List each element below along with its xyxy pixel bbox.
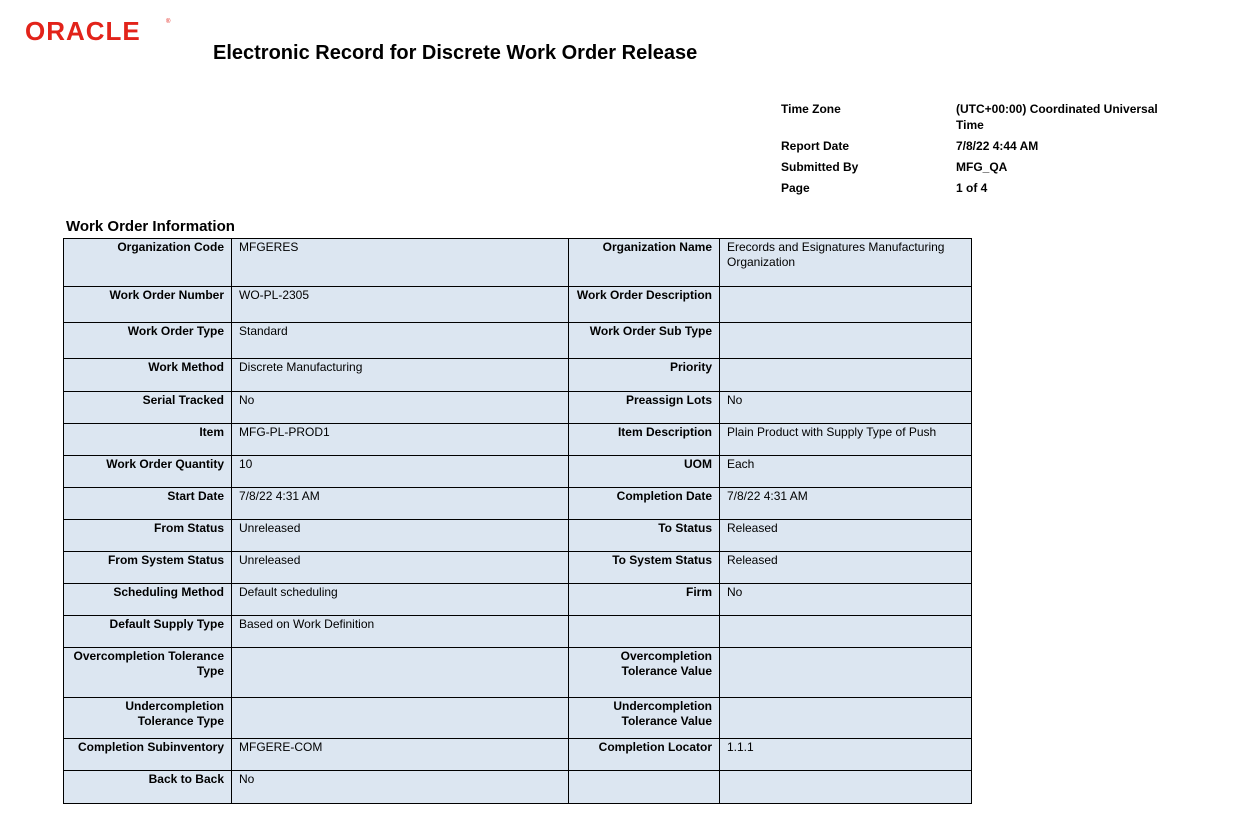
- table-row: [64, 739, 972, 771]
- field-label: Item Description: [569, 424, 720, 456]
- field-label: Overcompletion Tolerance Type: [64, 648, 232, 698]
- table-row: [64, 771, 972, 804]
- field-value: MFG-PL-PROD1: [232, 424, 569, 456]
- table-row: [64, 648, 972, 698]
- table-row: [64, 456, 972, 488]
- field-label: Work Method: [64, 359, 232, 392]
- meta-row-time-zone: [781, 101, 1171, 133]
- field-value: Erecords and Esignatures Manufacturing Organization: [720, 239, 972, 287]
- table-row: [64, 323, 972, 359]
- field-label: Completion Date: [569, 488, 720, 520]
- field-label: Default Supply Type: [64, 616, 232, 648]
- field-value: No: [720, 584, 972, 616]
- meta-row-page: [781, 180, 1171, 196]
- field-value: [720, 616, 972, 648]
- table-row: [64, 239, 972, 287]
- field-value: [720, 698, 972, 739]
- field-value: [720, 771, 972, 804]
- field-label: Organization Code: [64, 239, 232, 287]
- field-value: Discrete Manufacturing: [232, 359, 569, 392]
- meta-row-report-date: [781, 138, 1171, 154]
- field-label: Serial Tracked: [64, 392, 232, 424]
- meta-label: Submitted By: [781, 160, 859, 174]
- meta-value: (UTC+00:00) Coordinated Universal Time: [956, 102, 1158, 132]
- field-label: Undercompletion Tolerance Value: [569, 698, 720, 739]
- field-label: Work Order Sub Type: [569, 323, 720, 359]
- field-label: To System Status: [569, 552, 720, 584]
- field-value: Each: [720, 456, 972, 488]
- meta-value: MFG_QA: [956, 160, 1008, 174]
- table-row: [64, 552, 972, 584]
- table-row: [64, 584, 972, 616]
- meta-label: Page: [781, 181, 810, 195]
- field-label: Overcompletion Tolerance Value: [569, 648, 720, 698]
- field-value: MFGERES: [232, 239, 569, 287]
- field-label: Scheduling Method: [64, 584, 232, 616]
- field-value: No: [232, 771, 569, 804]
- registered-mark-icon: ®: [166, 19, 171, 25]
- field-value: 1.1.1: [720, 739, 972, 771]
- field-value: Standard: [232, 323, 569, 359]
- field-label: [569, 771, 720, 804]
- field-label: Work Order Number: [64, 287, 232, 323]
- meta-row-submitted-by: [781, 159, 1171, 175]
- meta-label: Report Date: [781, 139, 850, 153]
- field-value: WO-PL-2305: [232, 287, 569, 323]
- table-row: [64, 424, 972, 456]
- field-label: Organization Name: [569, 239, 720, 287]
- field-value: 10: [232, 456, 569, 488]
- table-row: [64, 520, 972, 552]
- meta-value: 7/8/22 4:44 AM: [956, 139, 1039, 153]
- field-value: [720, 648, 972, 698]
- field-value: [232, 698, 569, 739]
- field-label: Completion Subinventory: [64, 739, 232, 771]
- field-label: [569, 616, 720, 648]
- field-value: Based on Work Definition: [232, 616, 569, 648]
- section-title: Work Order Information: [66, 218, 235, 235]
- table-row: [64, 616, 972, 648]
- field-label: From System Status: [64, 552, 232, 584]
- field-label: Work Order Type: [64, 323, 232, 359]
- field-value: [720, 287, 972, 323]
- field-value: Unreleased: [232, 520, 569, 552]
- field-label: Work Order Quantity: [64, 456, 232, 488]
- field-value: Default scheduling: [232, 584, 569, 616]
- table-row: [64, 359, 972, 392]
- field-label: From Status: [64, 520, 232, 552]
- field-value: [232, 648, 569, 698]
- field-value: MFGERE-COM: [232, 739, 569, 771]
- field-label: Priority: [569, 359, 720, 392]
- field-value: Plain Product with Supply Type of Push: [720, 424, 972, 456]
- meta-label: Time Zone: [781, 102, 841, 116]
- field-value: 7/8/22 4:31 AM: [232, 488, 569, 520]
- meta-value: 1 of 4: [956, 181, 988, 195]
- field-value: [720, 359, 972, 392]
- table-row: [64, 287, 972, 323]
- field-label: Undercompletion Tolerance Type: [64, 698, 232, 739]
- field-label: To Status: [569, 520, 720, 552]
- field-label: Work Order Description: [569, 287, 720, 323]
- field-value: Unreleased: [232, 552, 569, 584]
- table-row: [64, 698, 972, 739]
- field-value: Released: [720, 520, 972, 552]
- table-row: [64, 488, 972, 520]
- field-value: 7/8/22 4:31 AM: [720, 488, 972, 520]
- field-label: Start Date: [64, 488, 232, 520]
- field-value: Released: [720, 552, 972, 584]
- field-value: No: [720, 392, 972, 424]
- field-label: Preassign Lots: [569, 392, 720, 424]
- table-row: [64, 392, 972, 424]
- report-meta: [781, 101, 1171, 201]
- oracle-logo: ORACLE: [25, 16, 141, 46]
- field-label: UOM: [569, 456, 720, 488]
- field-value: [720, 323, 972, 359]
- work-order-table: [63, 238, 972, 804]
- report-title: Electronic Record for Discrete Work Order Release: [213, 42, 698, 64]
- field-label: Back to Back: [64, 771, 232, 804]
- field-label: Item: [64, 424, 232, 456]
- field-value: No: [232, 392, 569, 424]
- field-label: Firm: [569, 584, 720, 616]
- field-label: Completion Locator: [569, 739, 720, 771]
